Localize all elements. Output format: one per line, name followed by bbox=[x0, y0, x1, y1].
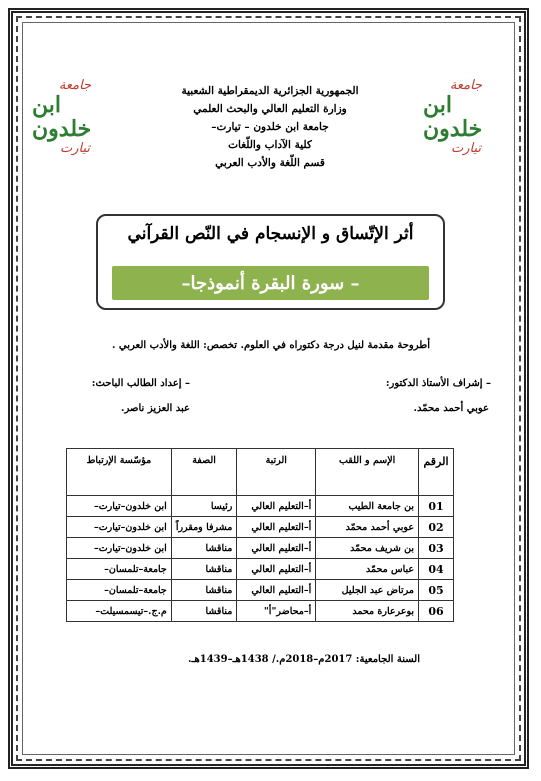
cell-name: بوعرعارة محمد bbox=[316, 601, 419, 622]
cell-role: مناقشا bbox=[171, 580, 237, 601]
cell-institution: جامعة–تلمسان– bbox=[67, 559, 172, 580]
cell-num: 04 bbox=[419, 559, 454, 580]
header-line: الجمهورية الجزائرية الديمقراطية الشعبية bbox=[181, 85, 359, 97]
cell-rank: أ–محاضر"أ" bbox=[237, 601, 316, 622]
table-row bbox=[67, 538, 454, 559]
cell-role: رئيسا bbox=[171, 496, 237, 517]
cell-role: مناقشا bbox=[171, 559, 237, 580]
academic-year: السنة الجامعية: 2017م–2018م./ 1438هـ–1439هـ. bbox=[188, 654, 420, 665]
table-row bbox=[67, 559, 454, 580]
header-num: الرقم bbox=[419, 449, 454, 496]
committee-table bbox=[66, 448, 454, 622]
university-logo-right bbox=[423, 78, 509, 156]
student-label: – إعداد الطالب الباحث: bbox=[91, 378, 190, 389]
cell-num: 03 bbox=[419, 538, 454, 559]
logo-name: ابن خلدون bbox=[423, 92, 483, 142]
cell-num: 05 bbox=[419, 580, 454, 601]
cell-rank: أ–التعليم العالي bbox=[237, 580, 316, 601]
cell-name: عوبي أحمد محمّد bbox=[316, 517, 419, 538]
cell-role: مناقشا bbox=[171, 538, 237, 559]
table-row bbox=[67, 580, 454, 601]
header-line: قسم اللّغة والأدب العربي bbox=[215, 157, 325, 169]
cell-rank: أ–التعليم العالي bbox=[237, 517, 316, 538]
thesis-subtitle: – سورة البقرة أنموذجا– bbox=[112, 266, 429, 300]
logo-top-word: جامعة bbox=[58, 78, 92, 93]
supervisor-label: – إشراف الأستاذ الدكتور: bbox=[385, 378, 491, 389]
cell-institution: ابن خلدون–تيارت– bbox=[67, 538, 172, 559]
table-row bbox=[67, 517, 454, 538]
cell-institution: م.ج.–تيسمسيلت– bbox=[67, 601, 172, 622]
thesis-title: أثر الإتّساق و الإنسجام في النّص القرآني bbox=[127, 224, 414, 244]
header-institution: مؤسّسة الإرتباط bbox=[67, 449, 172, 496]
cell-name: مرتاض عبد الجليل bbox=[316, 580, 419, 601]
table-header-row bbox=[67, 449, 454, 496]
cell-rank: أ–التعليم العالي bbox=[237, 538, 316, 559]
student-name: عبد العزيز ناصر. bbox=[121, 403, 190, 414]
cell-institution: ابن خلدون–تيارت– bbox=[67, 517, 172, 538]
cell-num: 01 bbox=[419, 496, 454, 517]
logo-city: تيارت bbox=[59, 141, 91, 156]
logo-city: تيارت bbox=[450, 141, 482, 156]
header-line: وزارة التعليم العالي والبحث العلمي bbox=[193, 103, 347, 115]
cell-name: بن شريف محمّد bbox=[316, 538, 419, 559]
header-rank: الرتبة bbox=[237, 449, 316, 496]
table-row bbox=[67, 496, 454, 517]
university-logo-left bbox=[32, 78, 118, 156]
cell-rank: أ–التعليم العالي bbox=[237, 559, 316, 580]
cell-role: مشرفا ومقرراً bbox=[171, 517, 237, 538]
cell-role: مناقشا bbox=[171, 601, 237, 622]
institution-header bbox=[150, 82, 390, 172]
cell-num: 06 bbox=[419, 601, 454, 622]
table-row bbox=[67, 601, 454, 622]
cell-institution: جامعة–تلمسان– bbox=[67, 580, 172, 601]
cell-rank: أ–التعليم العالي bbox=[237, 496, 316, 517]
logo-top-word: جامعة bbox=[449, 78, 483, 93]
cell-institution: ابن خلدون–تيارت– bbox=[67, 496, 172, 517]
header-name: الإسم و اللقب bbox=[316, 449, 419, 496]
logo-name: ابن خلدون bbox=[32, 92, 92, 142]
header-line: جامعة ابن خلدون – تيارت– bbox=[211, 121, 329, 133]
title-box bbox=[96, 214, 445, 310]
header-line: كلية الآداب واللّغات bbox=[228, 139, 312, 151]
cell-name: عباس محمّد bbox=[316, 559, 419, 580]
cell-name: بن جامعة الطيب bbox=[316, 496, 419, 517]
header-role: الصفة bbox=[171, 449, 237, 496]
thesis-description: أطروحة مقدمة لنيل درجة دكتوراه في العلوم. تخصص: اللغة والأدب العربي . bbox=[111, 340, 430, 351]
cell-num: 02 bbox=[419, 517, 454, 538]
supervisor-name: عوبي أحمد محمّد. bbox=[413, 403, 489, 414]
